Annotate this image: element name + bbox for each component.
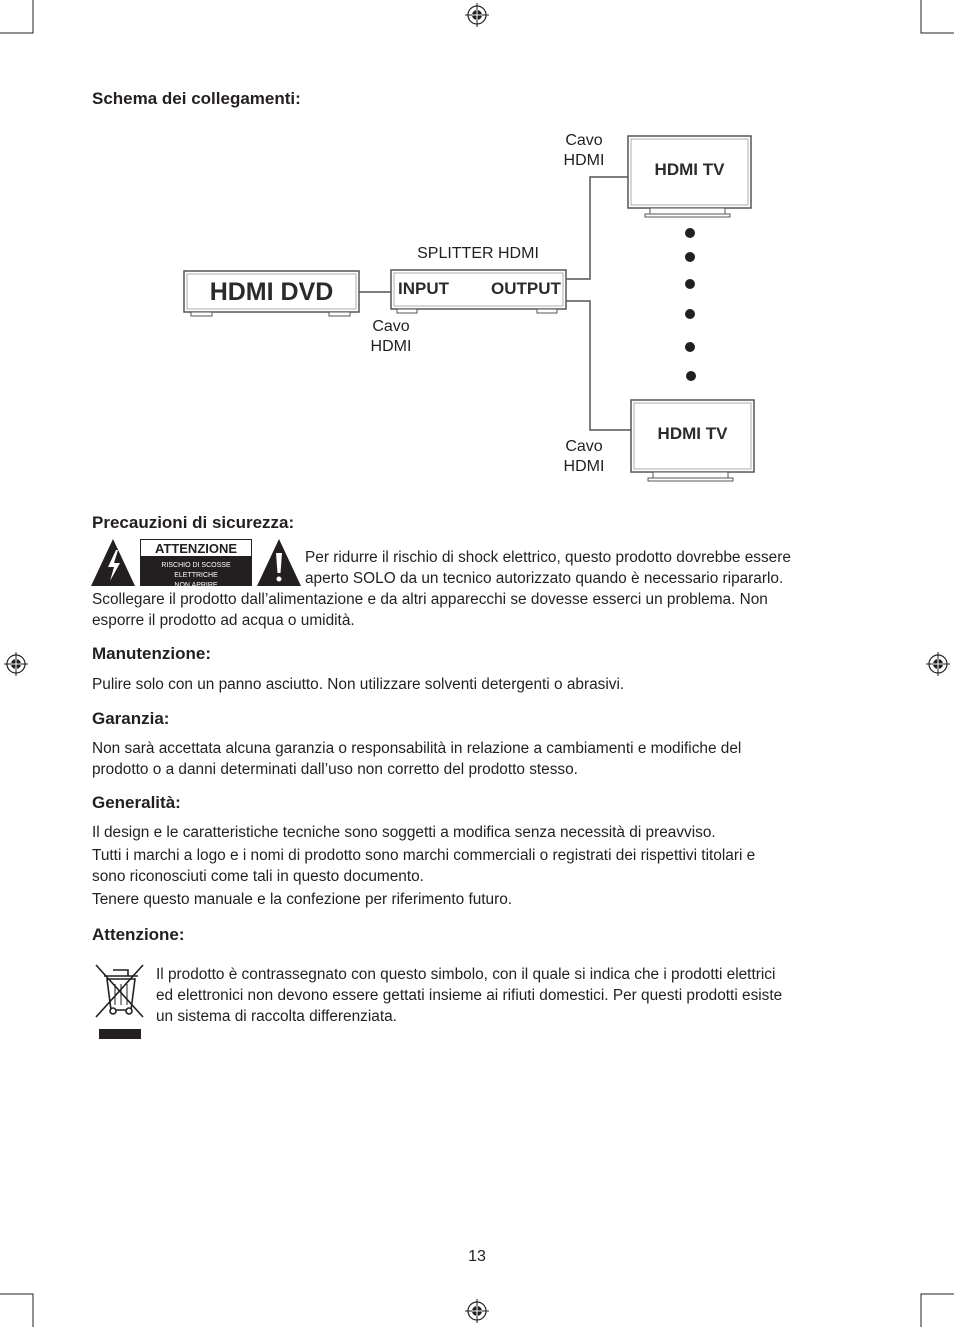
maintenance-heading: Manutenzione: — [92, 644, 211, 663]
warning-title: ATTENZIONE — [140, 539, 252, 557]
attention-heading: Attenzione: — [92, 925, 185, 944]
splitter-output-label: OUTPUT — [491, 279, 561, 298]
general-text-1: Il design e le caratteristiche tecniche sono soggetti a modifica senza necessità di preavviso. — [92, 824, 716, 841]
cable-label-bottom: Cavo HDMI — [563, 438, 605, 475]
safety-heading: Precauzioni di sicurezza: — [92, 513, 295, 532]
safety-text-intro: Per ridurre il rischio di shock elettrico, questo prodotto dovrebbe essere aperto SOLO da un tecnico autorizzato quando è necessario ripararlo. — [305, 549, 791, 587]
dvd-label: HDMI DVD — [209, 278, 334, 306]
general-text-3: Tenere questo manuale e la confezione per riferimento futuro. — [92, 891, 513, 908]
splitter-title: SPLITTER HDMI — [417, 245, 539, 262]
general-text-2: Tutti i marchi a logo e i nomi di prodotto sono marchi commerciali o registrati dei rispettivi titolari e sono riconosciuti come tali in questo documento. — [92, 847, 756, 885]
maintenance-text: Pulire solo con un panno asciutto. Non utilizzare solventi detergenti o abrasivi. — [92, 676, 625, 693]
general-heading: Generalità: — [92, 793, 181, 812]
weee-bar-icon — [99, 1029, 141, 1039]
warning-subtitle: RISCHIO DI SCOSSE ELETTRICHE NON APRIRE — [140, 557, 252, 586]
schema-heading: Schema dei collegamenti: — [92, 89, 301, 108]
splitter-input-label: INPUT — [398, 279, 449, 298]
attention-text: Il prodotto è contrassegnato con questo simbolo, con il quale si indica che i prodotti elettrici ed elettronici non devono essere gettati insieme ai rifiuti domestici. Per questi prodotti esiste un sistema di raccolta differenziata. — [156, 966, 783, 1025]
crossed-out-bin-icon — [96, 965, 143, 1017]
safety-text: Scollegare il prodotto dall’alimentazione e da altri apparecchi se dovesse esserci un problema. Non esporre il prodotto ad acqua o umidità. — [92, 591, 768, 629]
tv-top-label: HDMI TV — [654, 160, 725, 179]
page-number: 13 — [468, 1248, 486, 1265]
warranty-text: Non sarà accettata alcuna garanzia o responsabilità in relazione a cambiamenti e modifiche del prodotto o a danni determinati dall’uso non corretto del prodotto stesso. — [92, 740, 742, 778]
cable-label-top: Cavo HDMI — [563, 132, 605, 169]
cable-label-middle: Cavo HDMI — [370, 318, 412, 355]
warranty-heading: Garanzia: — [92, 709, 170, 728]
tv-bottom-label: HDMI TV — [657, 424, 728, 443]
